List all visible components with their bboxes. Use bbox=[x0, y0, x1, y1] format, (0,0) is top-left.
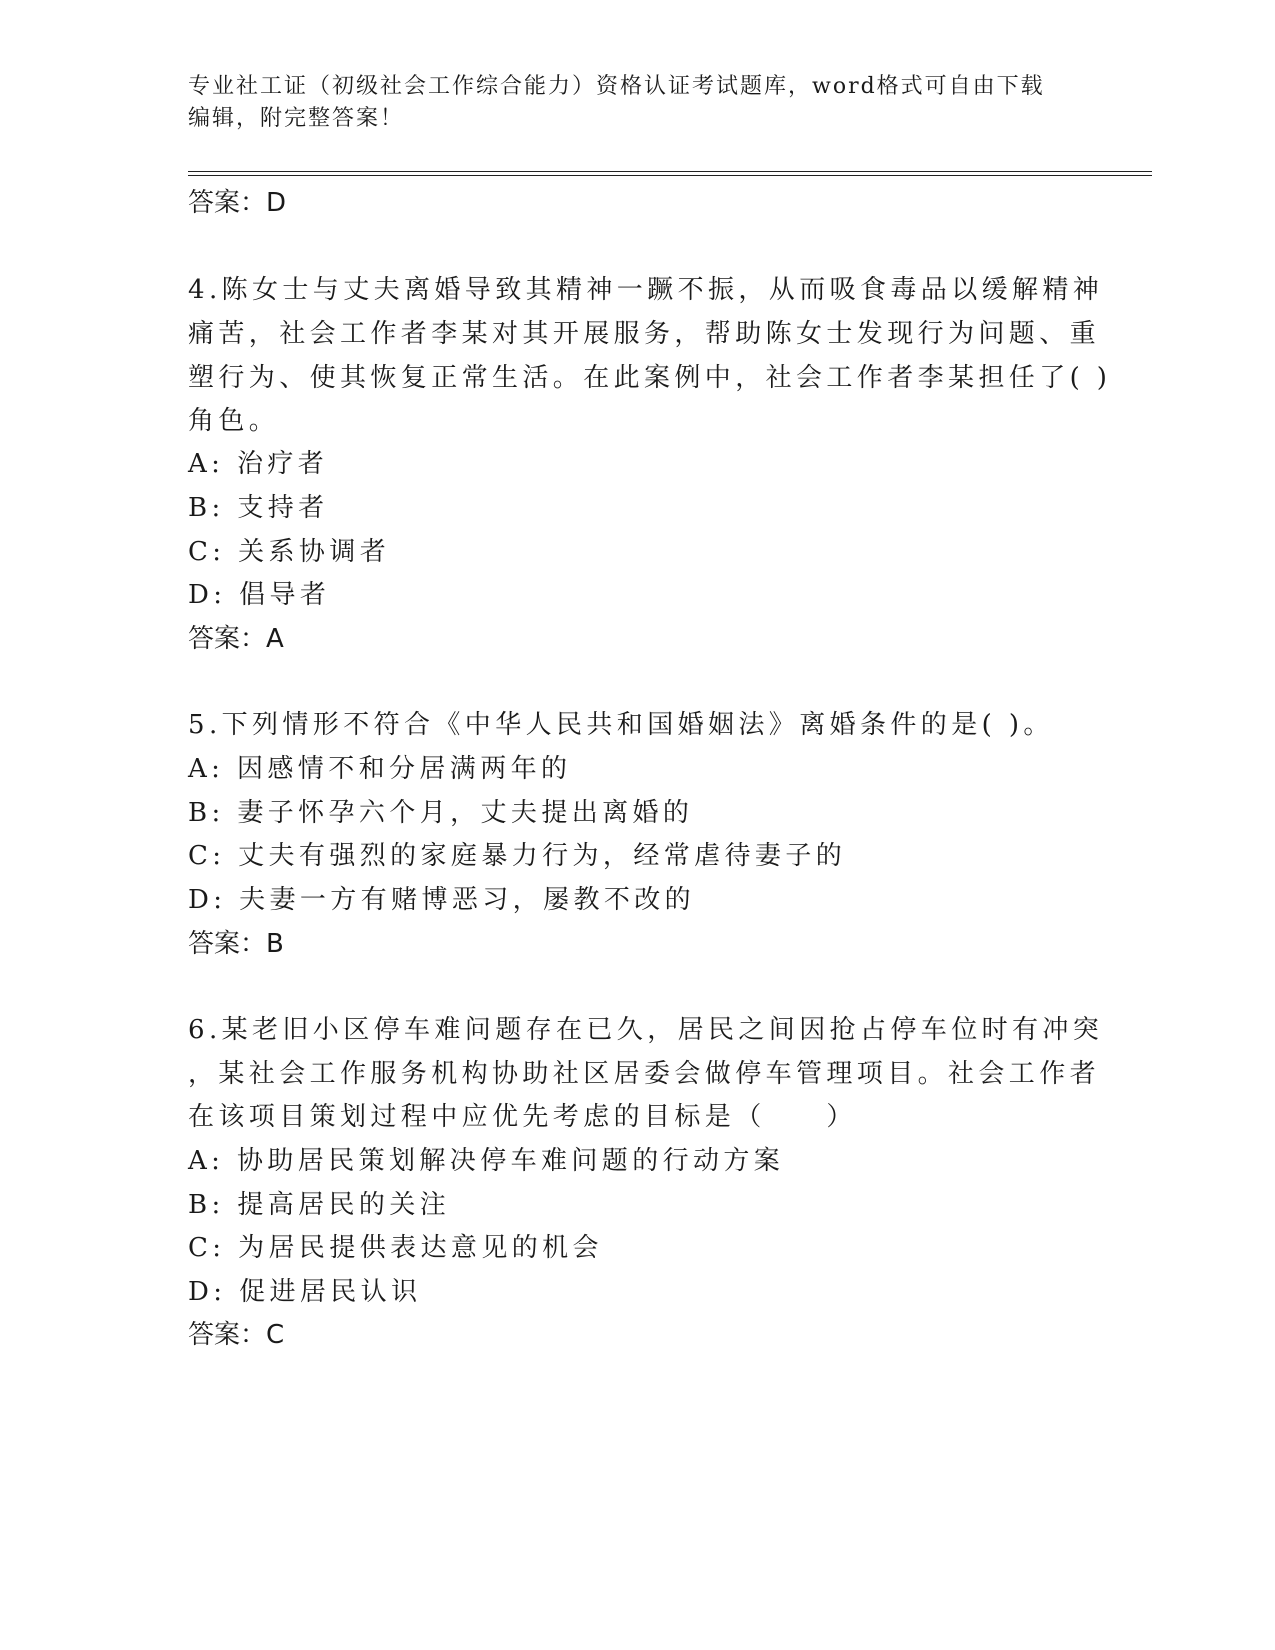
option-b: B: 妻子怀孕六个月，丈夫提出离婚的 bbox=[188, 798, 694, 828]
question-answer: 答案：C bbox=[188, 1320, 285, 1350]
document-header-line-2: 编辑，附完整答案！ bbox=[188, 106, 405, 131]
question-text-line: 在该项目策划过程中应优先考虑的目标是（ ） bbox=[188, 1102, 857, 1132]
option-b: B: 提高居民的关注 bbox=[188, 1190, 451, 1220]
question-text-line: 6.某老旧小区停车难问题存在已久，居民之间因抢占停车位时有冲突 bbox=[188, 1015, 1104, 1045]
question-text-line: 4.陈女士与丈夫离婚导致其精神一蹶不振，从而吸食毒品以缓解精神 bbox=[188, 275, 1104, 305]
question-text-line: 痛苦，社会工作者李某对其开展服务，帮助陈女士发现行为问题、重 bbox=[188, 319, 1101, 349]
question-text-line: ，某社会工作服务机构协助社区居委会做停车管理项目。社会工作者 bbox=[188, 1059, 1101, 1089]
previous-question-answer: 答案：D bbox=[188, 188, 287, 218]
option-a: A: 因感情不和分居满两年的 bbox=[188, 754, 572, 784]
question-text-line: 5.下列情形不符合《中华人民共和国婚姻法》离婚条件的是( )。 bbox=[188, 710, 1054, 740]
option-d: D: 促进居民认识 bbox=[188, 1277, 422, 1307]
question-answer: 答案：A bbox=[188, 624, 284, 654]
option-d: D: 夫妻一方有赌博恶习，屡教不改的 bbox=[188, 885, 696, 915]
option-a: A: 协助居民策划解决停车难问题的行动方案 bbox=[188, 1146, 785, 1176]
header-divider-bottom bbox=[188, 175, 1152, 176]
header-divider-top bbox=[188, 171, 1152, 172]
option-b: B: 支持者 bbox=[188, 493, 329, 523]
option-d: D: 倡导者 bbox=[188, 580, 331, 610]
question-text-line: 塑行为、使其恢复正常生活。在此案例中，社会工作者李某担任了( ) bbox=[188, 363, 1112, 393]
question-text-line: 角色。 bbox=[188, 406, 280, 436]
option-c: C: 关系协调者 bbox=[188, 537, 391, 567]
option-c: C: 丈夫有强烈的家庭暴力行为，经常虐待妻子的 bbox=[188, 841, 847, 871]
option-a: A: 治疗者 bbox=[188, 449, 329, 479]
document-header-line-1: 专业社工证（初级社会工作综合能力）资格认证考试题库，word格式可自由下载 bbox=[188, 74, 1045, 99]
question-answer: 答案：B bbox=[188, 929, 284, 959]
option-c: C: 为居民提供表达意见的机会 bbox=[188, 1233, 603, 1263]
